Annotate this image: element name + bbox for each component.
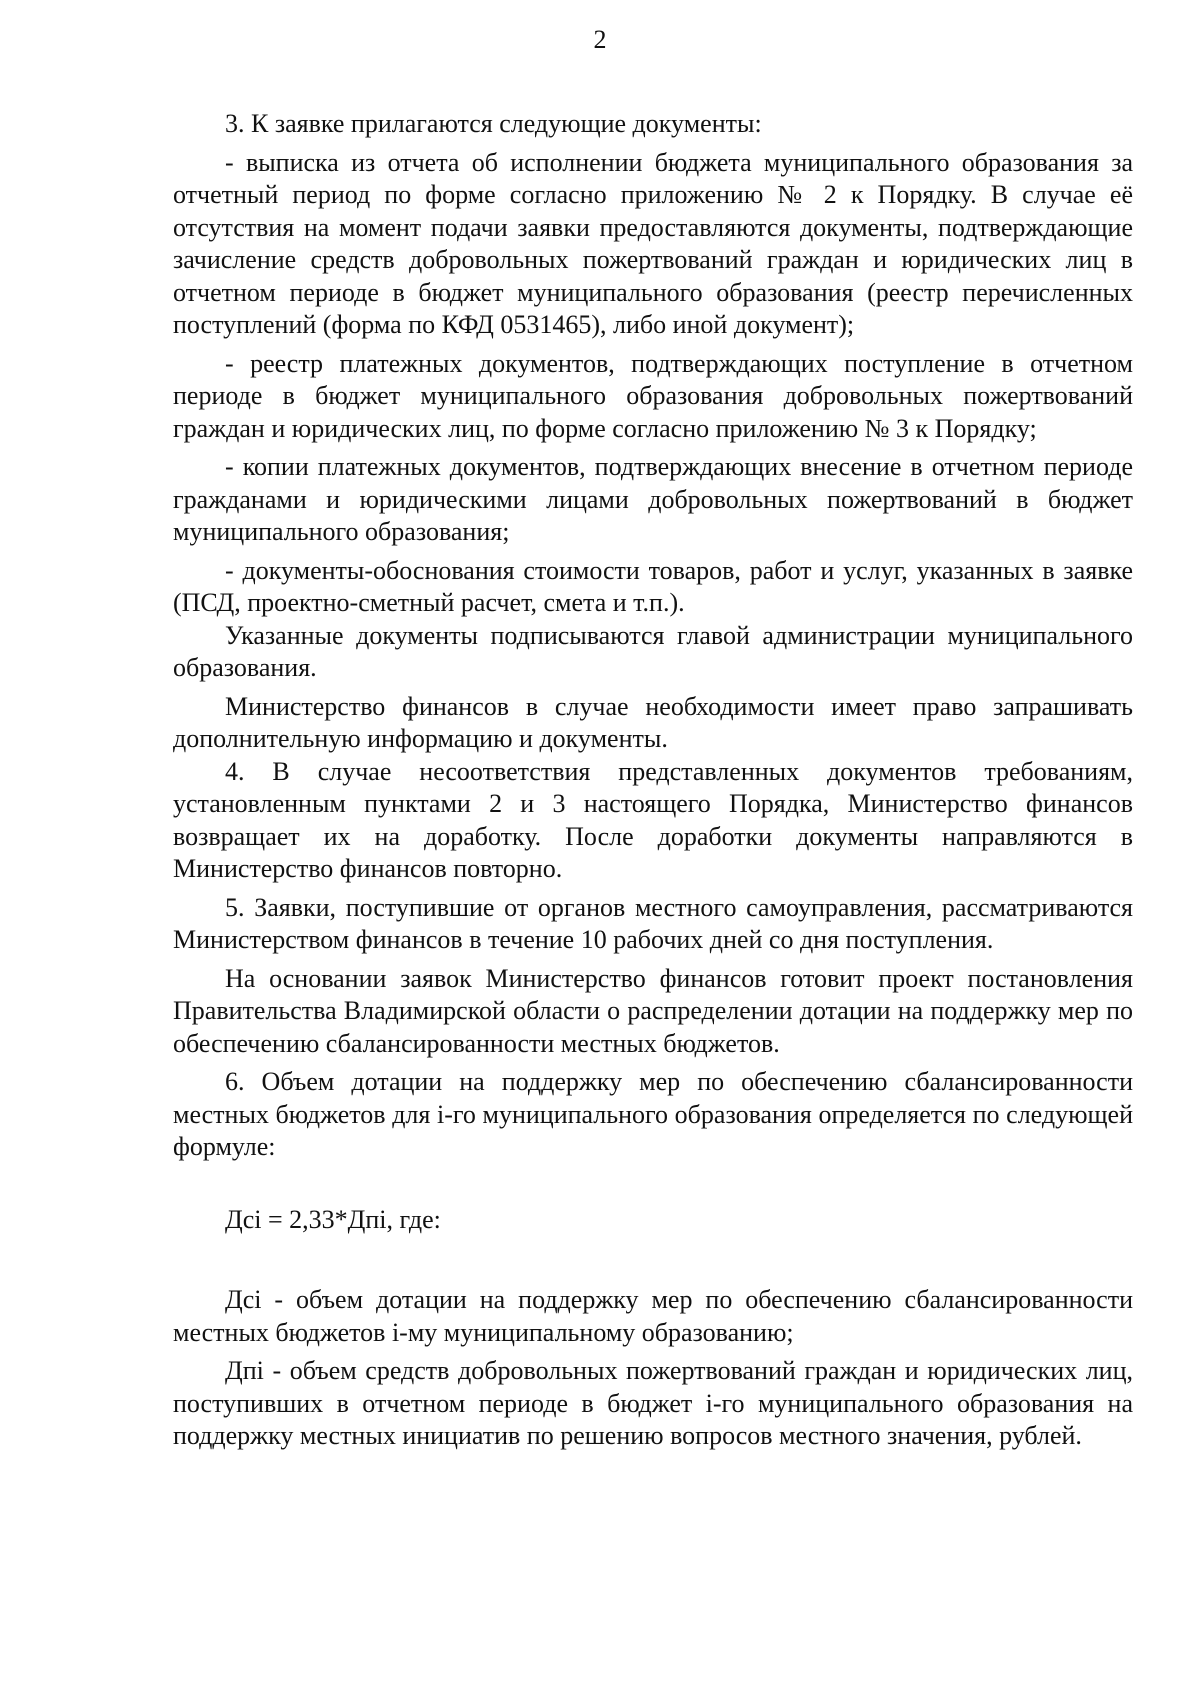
paragraph-payment-registry: - реестр платежных документов, подтверждающих поступление в отчетном периоде в бюджет муниципального образования добровольных пожертвований граждан и юридических лиц, по форме согласно приложению № 3 к Порядку; <box>173 348 1133 443</box>
document-body <box>173 108 1133 1459</box>
paragraph-resolution-draft: На основании заявок Министерство финансов готовит проект постановления Правительства Владимирской области о распределении дотации на поддержку мер по обеспечению сбалансированности местных бюджетов. <box>173 963 1133 1058</box>
paragraph-cost-justification: - документы-обоснования стоимости товаров, работ и услуг, указанных в заявке (ПСД, проектно-сметный расчет, смета и т.п.). <box>173 555 1133 617</box>
page-number: 2 <box>593 25 607 54</box>
paragraph-item-3-heading: 3. К заявке прилагаются следующие документы: <box>225 109 762 138</box>
paragraph-dsi-definition: Дсi - объем дотации на поддержку мер по обеспечению сбалансированности местных бюджетов i-му муниципальному образованию; <box>173 1285 1133 1347</box>
formula: Дсi = 2,33*Дпi, где: <box>225 1204 441 1234</box>
paragraph-signature-requirement: Указанные документы подписываются главой администрации муниципального образования. <box>173 620 1133 682</box>
paragraph-item-5: 5. Заявки, поступившие от органов местного самоуправления, рассматриваются Министерством финансов в течение 10 рабочих дней со дня поступления. <box>173 892 1133 954</box>
paragraph-budget-extract: - выписка из отчета об исполнении бюджета муниципального образования за отчетный период по форме согласно приложению № 2 к Порядку. В случае её отсутствия на момент подачи заявки предоставляются документы, подтверждающие зачисление средств добровольных пожертвований граждан и юридических лиц в отчетном периоде в бюджет муниципального образования (реестр перечисленных поступлений (форма по КФД 0531465), либо иной документ); <box>173 147 1133 339</box>
paragraph-payment-copies: - копии платежных документов, подтверждающих внесение в отчетном периоде гражданами и юридическими лицами добровольных пожертвований в бюджет муниципального образования; <box>173 452 1133 546</box>
paragraph-dpi-definition: Дпi - объем средств добровольных пожертвований граждан и юридических лиц, поступивших в отчетном периоде в бюджет i-го муниципального образования на поддержку местных инициатив по решению вопросов местного значения, рублей. <box>173 1356 1133 1450</box>
paragraph-item-4: 4. В случае несоответствия представленных документов требованиям, установленным пунктами 2 и 3 настоящего Порядка, Министерство финансов возвращает их на доработку. После доработки документы направляются в Министерство финансов повторно. <box>173 756 1133 883</box>
paragraph-item-6: 6. Объем дотации на поддержку мер по обеспечению сбалансированности местных бюджетов для i-го муниципального образования определяется по следующей формуле: <box>173 1067 1133 1161</box>
paragraph-ministry-request: Министерство финансов в случае необходимости имеет право запрашивать дополнительную информацию и документы. <box>173 691 1133 753</box>
